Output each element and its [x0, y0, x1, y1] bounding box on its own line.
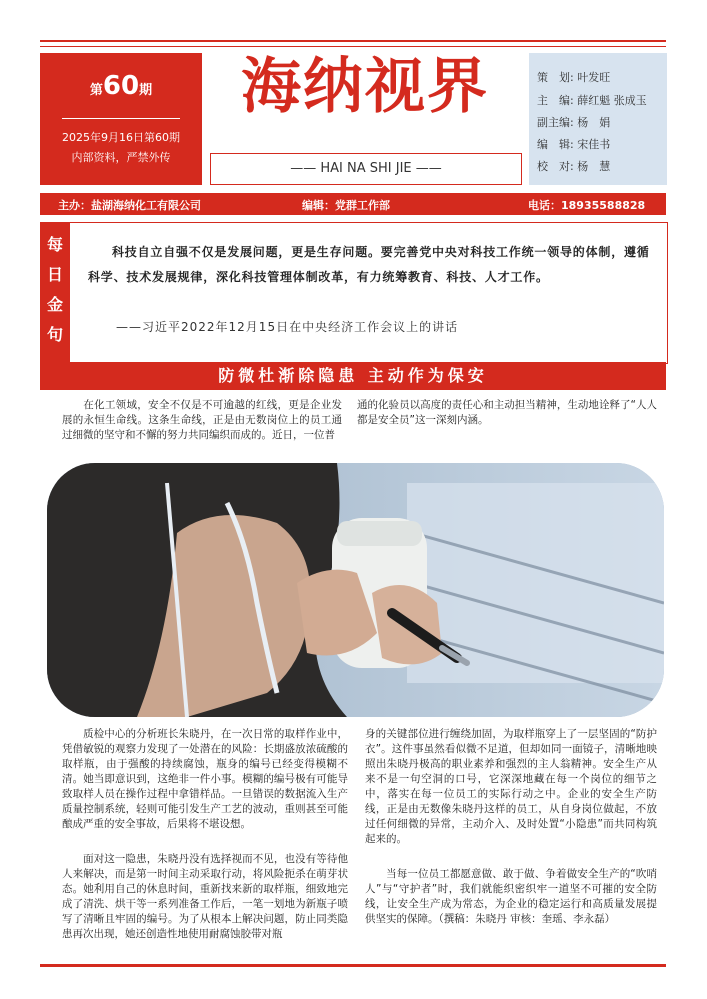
internal-note: 内部资料，严禁外传 [71, 151, 171, 164]
staff-chief-editor: 主 编: 薛红魁 张成玉 [537, 94, 647, 107]
article-headline: 防微杜渐除隐患 主动作为保安 [40, 362, 666, 390]
daily-quote-attribution: ——习近平2022年12月15日在中央经济工作会议上的讲话 [116, 320, 459, 334]
editor-dept: 编辑：党群工作部 [302, 199, 390, 212]
daily-quote-label: 每 日 金 句 [40, 222, 70, 362]
issue-date: 2025年9月16日第60期 [62, 131, 180, 144]
staff-deputy-editor: 副主编: 杨 娟 [537, 116, 611, 129]
body-left-paragraph-2: 面对这一隐患，朱晓丹没有选择视而不见，也没有等待他人来解决，而是第一时间主动采取行动，将风险扼杀在萌芽状态。她利用自己的休息时间，重新找来新的取样瓶，细致地完成了清洗、烘干等一系列准备工作后，一笔一划地为新瓶子喷写了清晰且牢固的编号。为了从根本上解决问题，防止同类隐患再次出现，她还创造性地使用耐腐蚀胶带对瓶 [62, 853, 348, 940]
host-org: 主办：盐湖海纳化工有限公司 [58, 199, 201, 212]
daily-quote-text: 科技自立自强不仅是发展问题，更是生存问题。要完善党中央对科技工作统一领导的体制，遵循科学、技术发展规律，深化科技管理体制改革，有力统筹教育、科技、人才工作。 [88, 245, 650, 284]
newspaper-title: 海纳视界 [241, 52, 489, 122]
info-bar [40, 193, 666, 215]
issue-box [40, 53, 202, 185]
photo-illustration [47, 463, 664, 717]
staff-editor: 编 辑: 宋佳书 [537, 138, 611, 151]
intro-left: 在化工领域，安全不仅是不可逾越的红线，更是企业发展的永恒生命线。这条生命线，正是由无数岗位上的员工通过细微的坚守和不懈的努力共同编织而成的。近日，一位普 [62, 399, 342, 441]
staff-proofreader: 校 对: 杨 慧 [537, 160, 611, 173]
article-photo [47, 463, 664, 717]
staff-box [529, 53, 667, 185]
title-pinyin: —— HAI NA SHI JIE —— [210, 153, 522, 185]
bottom-rule [40, 964, 666, 967]
body-right-paragraph-2: 当每一位员工都愿意做、敢于做、争着做安全生产的“吹哨人”与“守护者”时，我们就能织密织牢一道坚不可摧的安全防线，让安全生产成为常态，为企业的稳定运行和高质量发展提供坚实的保障。（撰稿：朱晓丹 审核：奎瑶、李永磊） [365, 868, 657, 925]
issue-label: 第60期 [89, 71, 153, 101]
issue-number: 60 [102, 71, 140, 101]
body-left-paragraph-1: 质检中心的分析班长朱晓丹，在一次日常的取样作业中，凭借敏锐的观察力发现了一处潜在的风险：长期盛放浓硫酸的取样瓶，由于强酸的持续腐蚀，瓶身的编号已经变得模糊不清。她当即意识到，这绝非一件小事。模糊的编号极有可能导致取样人员在操作过程中拿错样品。一旦错误的数据流入生产质量控制系统，轻则可能引发生产工艺的波动，重则甚至可能酿成严重的安全事故，后果将不堪设想。 [62, 728, 348, 830]
body-right-paragraph-1: 身的关键部位进行缠绕加固，为取样瓶穿上了一层坚固的“防护衣”。这件事虽然看似微不足道，但却如同一面镜子，清晰地映照出朱晓丹极高的职业素养和强烈的主人翁精神。安全生产从来不是一句空洞的口号，它深深地藏在每一个岗位的细节之中，落实在每一位员工的实际行动之中。企业的安全生产防线，正是由无数像朱晓丹这样的员工，从自身岗位做起，不放过任何细微的异常，主动介入、及时处置“小隐患”而共同构筑起来的。 [365, 728, 657, 845]
staff-planner: 策 划: 叶发旺 [537, 71, 611, 84]
divider [62, 118, 180, 119]
top-rule [40, 40, 666, 42]
intro-right: 通的化验员以高度的责任心和主动担当精神，生动地诠释了“人人都是安全员”这一深刻内涵。 [357, 399, 657, 426]
contact-phone: 电话：18935588828 [528, 199, 646, 212]
top-rule-thin [40, 46, 666, 47]
